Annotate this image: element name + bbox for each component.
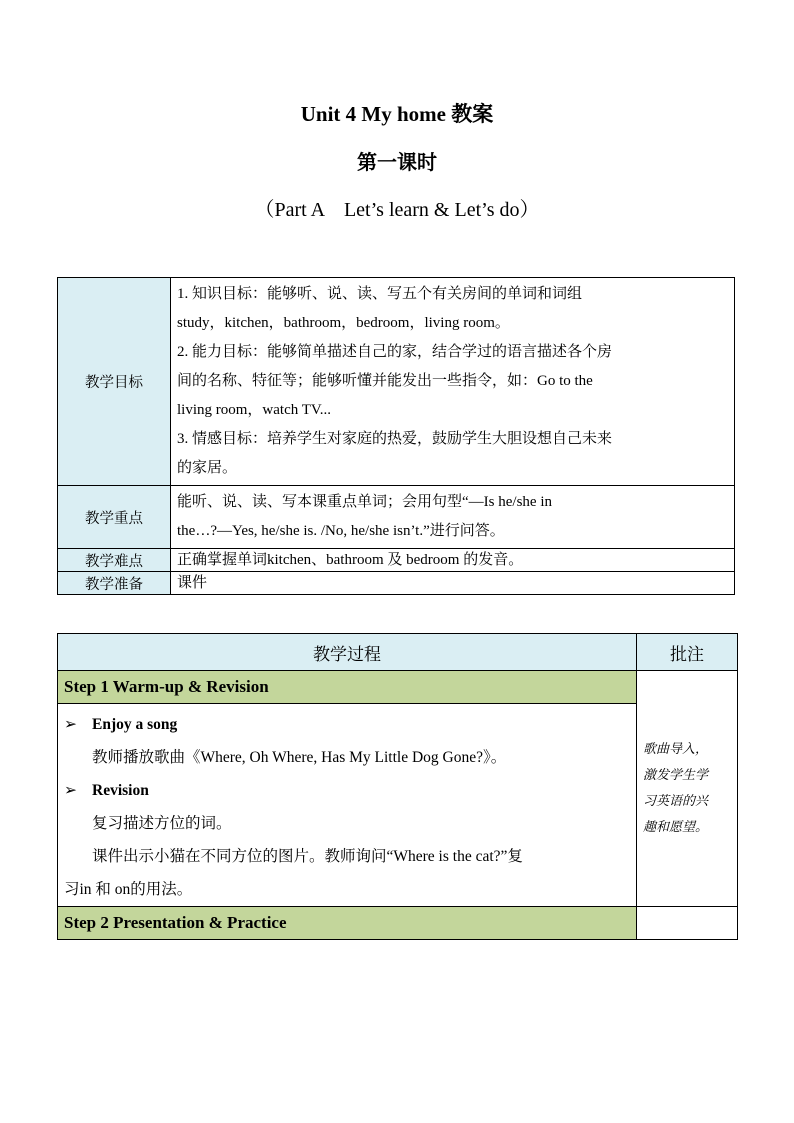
preparation-content [171,572,735,595]
revision-heading-text: Revision [92,782,149,799]
objectives-line: 的家居。 [177,460,238,476]
objectives-line: 3. 情感目标：培养学生对家庭的热爱，鼓励学生大胆设想自己未来 [177,431,613,447]
key-points-content [171,486,735,549]
revision-text: 课件出示小猫在不同方位的图片。教师询问“Where is the cat?”复 [92,848,523,865]
note-line: 习英语的兴 [643,793,709,809]
song-text: 教师播放歌曲《Where, Oh Where, Has My Little Dog Gone?》。 [92,749,507,766]
difficulties-label: 教学难点 [58,549,171,572]
difficulties-line: 正确掌握单词kitchen、bathroom 及 bedroom 的发音。 [177,552,524,568]
table-row [58,907,738,940]
objectives-label: 教学目标 [58,278,171,486]
lesson-part: （Part A Let’s learn & Let’s do） [254,199,540,221]
table-row [58,486,735,549]
song-heading-text: Enjoy a song [92,716,178,733]
objectives-line: 1. 知识目标：能够听、说、读、写五个有关房间的单词和词组 [177,286,583,302]
table-row [58,549,735,572]
lesson-number: 第一课时 [357,152,437,174]
process-table [57,633,738,940]
step-1-title: Step 1 Warm-up & Revision [58,671,637,704]
table-row [58,572,735,595]
difficulties-content [171,549,735,572]
key-points-label: 教学重点 [58,486,171,549]
step-1-note [637,671,738,907]
table-row [58,634,738,671]
step-1-body [58,704,637,907]
table-row [58,704,738,907]
notes-header: 批注 [637,634,738,671]
objectives-line: study，kitchen，bathroom，bedroom，living room。 [177,315,510,331]
objectives-line: 2. 能力目标：能够简单描述自己的家，结合学过的语言描述各个房 [177,344,613,360]
preparation-line: 课件 [177,575,208,591]
objectives-line: 间的名称、特征等；能够听懂并能发出一些指令，如：Go to the [177,373,593,389]
table-row [58,671,738,704]
note-line: 激发学生学 [643,767,709,783]
revision-heading [64,774,630,807]
step-2-title: Step 2 Presentation & Practice [58,907,637,940]
objectives-line: living room，watch TV... [177,402,332,418]
document-title: Unit 4 My home 教案 [300,102,494,126]
objectives-content [171,278,735,486]
step-2-note [637,907,738,940]
revision-text: 复习描述方位的词。 [92,815,232,832]
revision-text: 习in 和 on的用法。 [64,881,193,898]
key-points-line: 能听、说、读、写本课重点单词；会用句型“—Is he/she in [177,494,552,510]
arrow-bullet-icon: ➢ [64,716,77,733]
table-row [58,278,735,486]
song-heading [64,708,630,741]
key-points-line: the…?—Yes, he/she is. /No, he/she isn’t.”进行问答。 [177,523,505,539]
preparation-label: 教学准备 [58,572,171,595]
note-line: 歌曲导入， [643,741,709,757]
note-line: 趣和愿望。 [643,819,709,835]
process-header: 教学过程 [58,634,637,671]
arrow-bullet-icon: ➢ [64,782,77,799]
objectives-table [57,277,735,595]
